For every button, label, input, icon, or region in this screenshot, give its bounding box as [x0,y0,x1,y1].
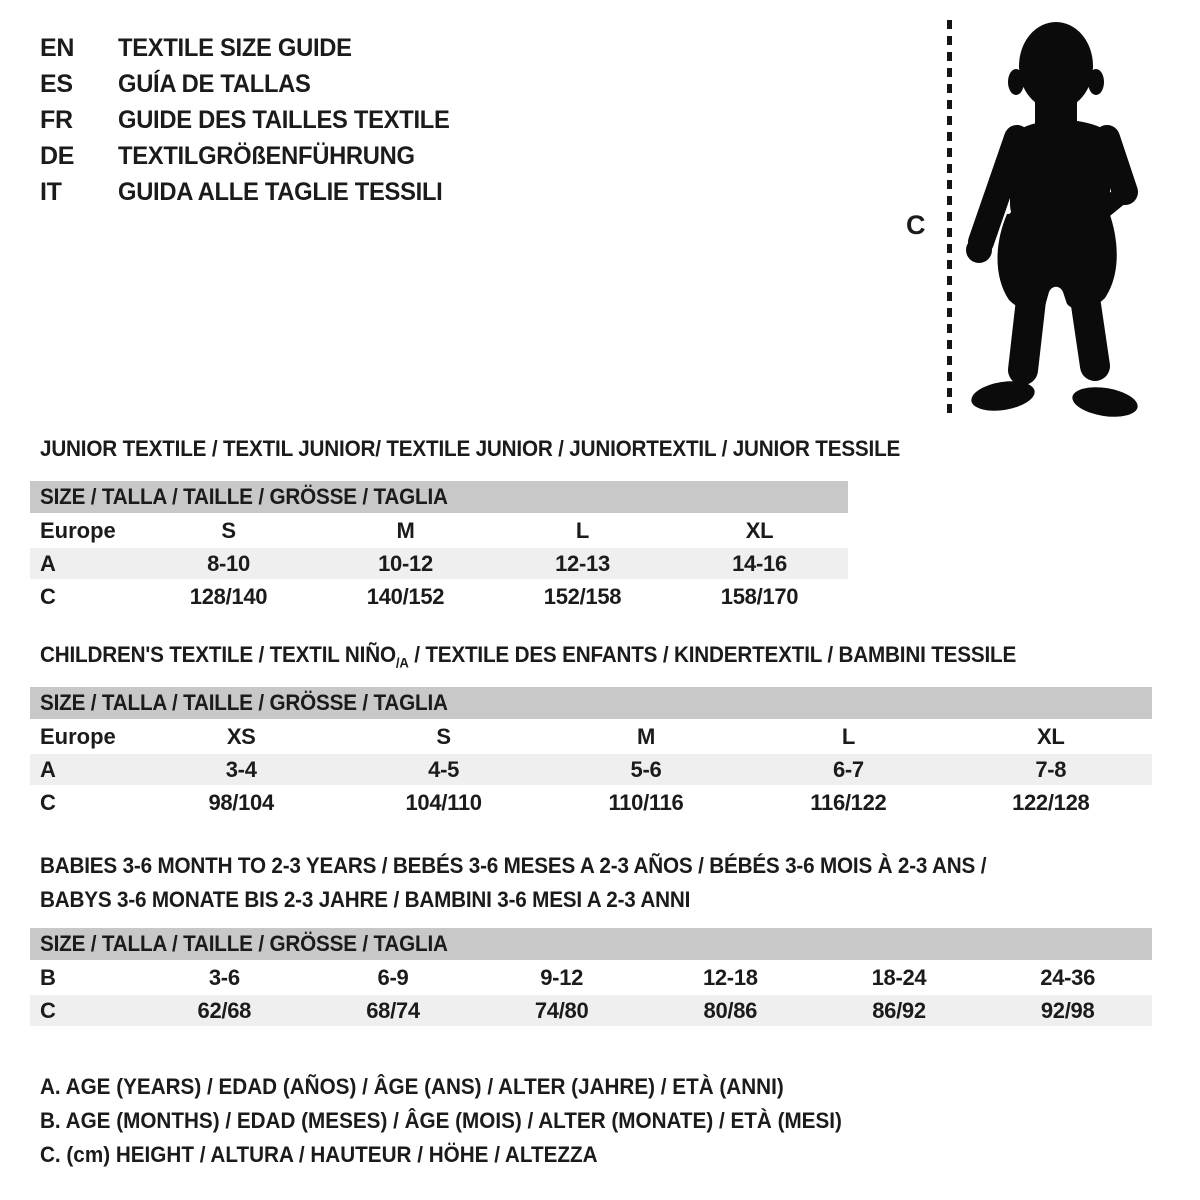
row-label: C [40,584,56,609]
guide-title: TEXTILE SIZE GUIDE [118,34,352,62]
legend-line-c: C. (cm) HEIGHT / ALTURA / HAUTEUR / HÖHE / ALTEZZA [40,1142,598,1167]
legend [40,1070,893,1172]
height-cell: 62/68 [197,998,252,1023]
junior-section-title: JUNIOR TEXTILE / TEXTIL JUNIOR/ TEXTILE JUNIOR / JUNIORTEXTIL / JUNIOR TESSILE [40,436,901,461]
size-cell: S [436,724,451,749]
height-cell: 128/140 [189,584,268,609]
age-cell: 4-5 [428,757,460,782]
size-header-bar [30,928,1152,960]
table-row-height [30,581,848,612]
height-cell: 152/158 [543,584,622,609]
age-cell: 8-10 [207,551,250,576]
size-header-text: SIZE / TALLA / TAILLE / GRÖSSE / TAGLIA [40,484,448,509]
size-header-bar [30,687,1152,719]
height-cell: 86/92 [872,998,926,1023]
size-cell: M [636,724,655,749]
row-label: C [40,790,56,815]
row-label: B [40,965,56,990]
language-row [40,30,467,66]
table-row-europe [30,515,848,546]
size-cell: M [396,518,415,543]
height-cell: 104/110 [405,790,482,815]
row-label: C [40,998,56,1023]
children-title-suffix: / TEXTILE DES ENFANTS / KINDERTEXTIL / BAMBINI TESSILE [408,642,1017,667]
children-size-table [30,687,1152,818]
row-label: A [40,757,56,782]
size-header-text: SIZE / TALLA / TAILLE / GRÖSSE / TAGLIA [40,931,448,956]
guide-title: GUÍA DE TALLAS [118,70,311,98]
table-row-months [30,962,1152,993]
age-cell: 5-6 [630,757,662,782]
language-row [40,102,467,138]
months-cell: 24-36 [1040,965,1096,990]
size-cell: S [221,518,236,543]
table-row-height [30,995,1152,1026]
legend-line-b: B. AGE (MONTHS) / EDAD (MESES) / ÂGE (MOIS) / ALTER (MONATE) / ETÀ (MESI) [40,1108,842,1133]
age-cell: 3-4 [225,757,257,782]
height-measure-dashed-line [947,20,952,418]
babies-size-table [30,928,1152,1026]
guide-title: GUIDE DES TAILLES TEXTILE [118,106,450,134]
size-cell: XL [745,518,774,543]
size-cell: L [841,724,855,749]
size-cell: XL [1037,724,1065,749]
row-label: A [40,551,56,576]
months-cell: 3-6 [208,965,240,990]
junior-size-table [30,481,848,612]
legend-line-a: A. AGE (YEARS) / EDAD (AÑOS) / ÂGE (ANS) / ALTER (JAHRE) / ETÀ (ANNI) [40,1074,784,1099]
language-row [40,174,467,210]
height-cell: 158/170 [720,584,799,609]
guide-title: TEXTILGRÖßENFÜHRUNG [118,142,415,170]
toddler-silhouette [965,14,1145,420]
language-row [40,66,467,102]
table-row-europe [30,721,1152,752]
height-measure-label: C [906,210,926,240]
height-cell: 110/116 [608,790,684,815]
babies-title-line2: BABYS 3-6 MONATE BIS 2-3 JAHRE / BAMBINI 3-6 MESI A 2-3 ANNI [40,887,691,912]
row-label: Europe [40,724,116,749]
language-list [40,30,467,210]
months-cell: 12-18 [702,965,758,990]
size-header-bar [30,481,848,513]
height-cell: 98/104 [208,790,274,815]
height-cell: 74/80 [534,998,589,1023]
table-row-height [30,787,1152,818]
language-code: FR [40,106,73,134]
guide-title: GUIDA ALLE TAGLIE TESSILI [118,178,443,206]
height-cell: 122/128 [1012,790,1090,815]
height-cell: 140/152 [366,584,445,609]
height-cell: 92/98 [1040,998,1095,1023]
row-label: Europe [40,518,116,543]
months-cell: 18-24 [871,965,927,990]
language-code: DE [40,142,75,170]
language-row [40,138,467,174]
babies-title-line1: BABIES 3-6 MONTH TO 2-3 YEARS / BEBÉS 3-6 MESES A 2-3 AÑOS / BÉBÉS 3-6 MOIS À 2-3 ANS / [40,853,987,878]
babies-section-title [40,849,1047,917]
months-cell: 9-12 [540,965,584,990]
months-cell: 6-9 [377,965,409,990]
children-title-sub: /A [395,654,409,671]
children-title-prefix: CHILDREN'S TEXTILE / TEXTIL NIÑO [40,642,396,667]
language-code: IT [40,178,62,206]
table-row-age [30,754,1152,785]
height-cell: 80/86 [703,998,758,1023]
language-code: EN [40,34,75,62]
children-section-title [40,642,1016,670]
size-cell: XS [226,724,256,749]
table-row-age [30,548,848,579]
height-cell: 116/122 [810,790,887,815]
age-cell: 10-12 [378,551,433,576]
age-cell: 6-7 [832,757,864,782]
age-cell: 14-16 [732,551,787,576]
size-header-text: SIZE / TALLA / TAILLE / GRÖSSE / TAGLIA [40,690,448,715]
height-cell: 68/74 [366,998,420,1023]
age-cell: 7-8 [1035,757,1067,782]
age-cell: 12-13 [555,551,610,576]
language-code: ES [40,70,73,98]
size-cell: L [575,518,590,543]
